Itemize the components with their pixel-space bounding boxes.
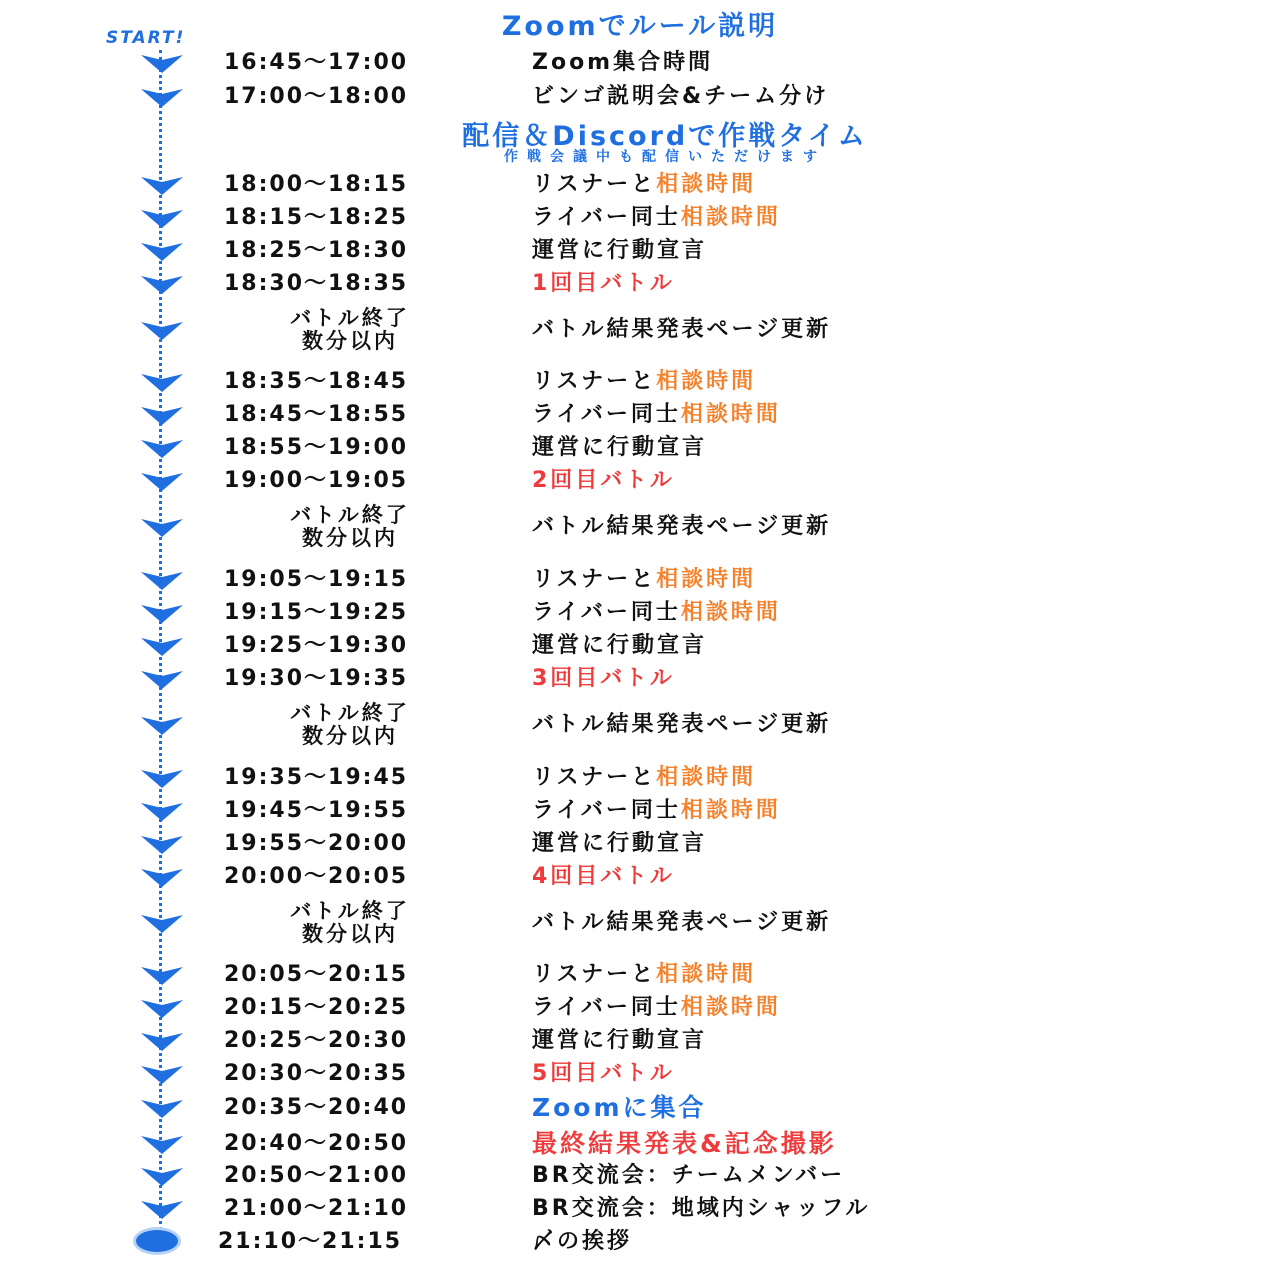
description-text: 〆の挨拶 xyxy=(532,1229,633,1254)
chevron-down-icon xyxy=(140,604,184,624)
schedule-time: 20:25〜20:30 xyxy=(224,1028,409,1053)
schedule-time: 19:55〜20:00 xyxy=(224,831,409,856)
description-text: ライバー同士 xyxy=(532,600,681,625)
schedule-time: 19:15〜19:25 xyxy=(224,600,409,625)
chevron-down-icon xyxy=(140,518,184,538)
schedule-time: 19:00〜19:05 xyxy=(224,468,409,493)
chevron-down-icon xyxy=(140,1065,184,1085)
description-highlight: 相談時間 xyxy=(656,172,757,197)
schedule-description xyxy=(532,962,756,988)
description-text: 運営に行動宣言 xyxy=(532,1028,708,1053)
chevron-down-icon xyxy=(140,868,184,888)
schedule-description xyxy=(532,1061,675,1087)
schedule-time: 18:45〜18:55 xyxy=(224,402,409,427)
battle-end-note xyxy=(230,307,470,353)
schedule-time: 19:25〜19:30 xyxy=(224,633,409,658)
schedule-description xyxy=(532,798,781,824)
schedule-description xyxy=(532,765,756,791)
schedule-description xyxy=(532,910,831,936)
chevron-down-icon xyxy=(140,571,184,591)
note-line: バトル終了 xyxy=(290,306,410,330)
battle-end-note xyxy=(230,702,470,748)
schedule-description xyxy=(532,1095,707,1123)
chevron-down-icon xyxy=(140,242,184,262)
schedule-time: 20:35〜20:40 xyxy=(224,1095,409,1120)
schedule-time: 20:05〜20:15 xyxy=(224,962,409,987)
description-text: 4回目バトル xyxy=(532,864,675,889)
description-highlight: 相談時間 xyxy=(656,369,757,394)
chevron-down-icon xyxy=(140,1167,184,1187)
description-text: 運営に行動宣言 xyxy=(532,435,708,460)
schedule-description xyxy=(532,831,707,857)
chevron-down-icon xyxy=(140,769,184,789)
schedule-time: 18:55〜19:00 xyxy=(224,435,409,460)
description-text: ライバー同士 xyxy=(532,798,681,823)
schedule-description xyxy=(532,633,707,659)
schedule-description xyxy=(532,50,713,76)
description-text: バトル結果発表ページ更新 xyxy=(532,712,832,737)
description-text: バトル結果発表ページ更新 xyxy=(532,514,832,539)
end-dot-icon xyxy=(136,1230,178,1252)
description-text: バトル結果発表ページ更新 xyxy=(532,317,832,342)
description-text: Zoom集合時間 xyxy=(532,50,714,75)
schedule-time: 20:15〜20:25 xyxy=(224,995,409,1020)
chevron-down-icon xyxy=(140,209,184,229)
zoom-rules-title: Zoomでルール説明 xyxy=(501,11,779,42)
chevron-down-icon xyxy=(140,716,184,736)
schedule-time: 20:00〜20:05 xyxy=(224,864,409,889)
schedule-time: 18:25〜18:30 xyxy=(224,238,409,263)
chevron-down-icon xyxy=(140,321,184,341)
strategy-title: 配信＆Discordで作戦タイム xyxy=(462,121,868,152)
chevron-down-icon xyxy=(140,914,184,934)
schedule-description xyxy=(532,84,829,110)
schedule-description xyxy=(532,1131,837,1159)
schedule-time: 19:45〜19:55 xyxy=(224,798,409,823)
description-text: 運営に行動宣言 xyxy=(532,633,708,658)
description-text: BR交流会：チームメンバー xyxy=(532,1163,846,1188)
schedule-time: 16:45〜17:00 xyxy=(224,50,409,75)
schedule-description xyxy=(532,271,675,297)
description-highlight: 相談時間 xyxy=(656,567,757,592)
description-text: バトル結果発表ページ更新 xyxy=(532,910,832,935)
chevron-down-icon xyxy=(140,472,184,492)
note-line: 数分以内 xyxy=(302,724,398,748)
description-text: リスナーと xyxy=(532,567,657,592)
schedule-description xyxy=(532,1196,870,1222)
description-text: Zoomに集合 xyxy=(532,1093,707,1122)
chevron-down-icon xyxy=(140,802,184,822)
description-text: リスナーと xyxy=(532,962,657,987)
chevron-down-icon xyxy=(140,373,184,393)
schedule-description xyxy=(532,468,675,494)
schedule-time: 20:50〜21:00 xyxy=(224,1163,409,1188)
chevron-down-icon xyxy=(140,670,184,690)
schedule-description xyxy=(532,1163,845,1189)
note-line: 数分以内 xyxy=(302,922,398,946)
schedule-time: 18:30〜18:35 xyxy=(224,271,409,296)
chevron-down-icon xyxy=(140,835,184,855)
description-highlight: 相談時間 xyxy=(680,600,781,625)
schedule-description xyxy=(532,864,675,890)
description-highlight: 相談時間 xyxy=(680,205,781,230)
description-text: 3回目バトル xyxy=(532,666,675,691)
schedule-description xyxy=(532,995,781,1021)
schedule-time: 18:35〜18:45 xyxy=(224,369,409,394)
schedule-time: 18:15〜18:25 xyxy=(224,205,409,230)
description-text: リスナーと xyxy=(532,172,657,197)
chevron-down-icon xyxy=(140,176,184,196)
chevron-down-icon xyxy=(140,1135,184,1155)
schedule-description xyxy=(532,712,831,738)
schedule-description xyxy=(532,600,781,626)
note-line: バトル終了 xyxy=(290,701,410,725)
chevron-down-icon xyxy=(140,54,184,74)
chevron-down-icon xyxy=(140,88,184,108)
description-highlight: 相談時間 xyxy=(656,765,757,790)
description-highlight: 相談時間 xyxy=(656,962,757,987)
description-text: 最終結果発表&記念撮影 xyxy=(532,1129,837,1158)
chevron-down-icon xyxy=(140,1099,184,1119)
note-line: バトル終了 xyxy=(290,503,410,527)
description-text: リスナーと xyxy=(532,765,657,790)
description-highlight: 相談時間 xyxy=(680,995,781,1020)
strategy-subtitle: 作戦会議中も配信いただけます xyxy=(504,149,826,165)
schedule-time: 20:30〜20:35 xyxy=(224,1061,409,1086)
schedule-description xyxy=(532,402,781,428)
note-line: バトル終了 xyxy=(290,899,410,923)
chevron-down-icon xyxy=(140,439,184,459)
schedule-description xyxy=(532,666,675,692)
schedule-time: 21:00〜21:10 xyxy=(224,1196,409,1221)
chevron-down-icon xyxy=(140,275,184,295)
description-text: 運営に行動宣言 xyxy=(532,831,708,856)
description-text: ビンゴ説明会&チーム分け xyxy=(532,84,830,109)
description-highlight: 相談時間 xyxy=(680,798,781,823)
chevron-down-icon xyxy=(140,966,184,986)
description-text: BR交流会：地域内シャッフル xyxy=(532,1196,871,1221)
chevron-down-icon xyxy=(140,999,184,1019)
note-line: 数分以内 xyxy=(302,329,398,353)
description-text: ライバー同士 xyxy=(532,402,681,427)
description-text: 5回目バトル xyxy=(532,1061,675,1086)
note-line: 数分以内 xyxy=(302,526,398,550)
description-text: 1回目バトル xyxy=(532,271,675,296)
schedule-time: 17:00〜18:00 xyxy=(224,84,409,109)
start-label: START! xyxy=(106,28,186,48)
description-text: ライバー同士 xyxy=(532,205,681,230)
schedule-description xyxy=(532,514,831,540)
schedule-time: 20:40〜20:50 xyxy=(224,1131,409,1156)
schedule-description xyxy=(532,317,831,343)
schedule-time: 19:30〜19:35 xyxy=(224,666,409,691)
description-text: 2回目バトル xyxy=(532,468,675,493)
schedule-time: 18:00〜18:15 xyxy=(224,172,409,197)
battle-end-note xyxy=(230,900,470,946)
battle-end-note xyxy=(230,504,470,550)
description-text: リスナーと xyxy=(532,369,657,394)
schedule-description xyxy=(532,1229,632,1255)
schedule-description xyxy=(532,567,756,593)
chevron-down-icon xyxy=(140,1032,184,1052)
description-highlight: 相談時間 xyxy=(680,402,781,427)
chevron-down-icon xyxy=(140,406,184,426)
chevron-down-icon xyxy=(140,1200,184,1220)
schedule-description xyxy=(532,435,707,461)
schedule-description xyxy=(532,1028,707,1054)
schedule-description xyxy=(532,172,756,198)
chevron-down-icon xyxy=(140,637,184,657)
schedule-description xyxy=(532,205,781,231)
schedule-time: 19:05〜19:15 xyxy=(224,567,409,592)
schedule-description xyxy=(532,369,756,395)
description-text: 運営に行動宣言 xyxy=(532,238,708,263)
schedule-description xyxy=(532,238,707,264)
schedule-time: 19:35〜19:45 xyxy=(224,765,409,790)
description-text: ライバー同士 xyxy=(532,995,681,1020)
schedule-time: 21:10〜21:15 xyxy=(218,1229,403,1254)
